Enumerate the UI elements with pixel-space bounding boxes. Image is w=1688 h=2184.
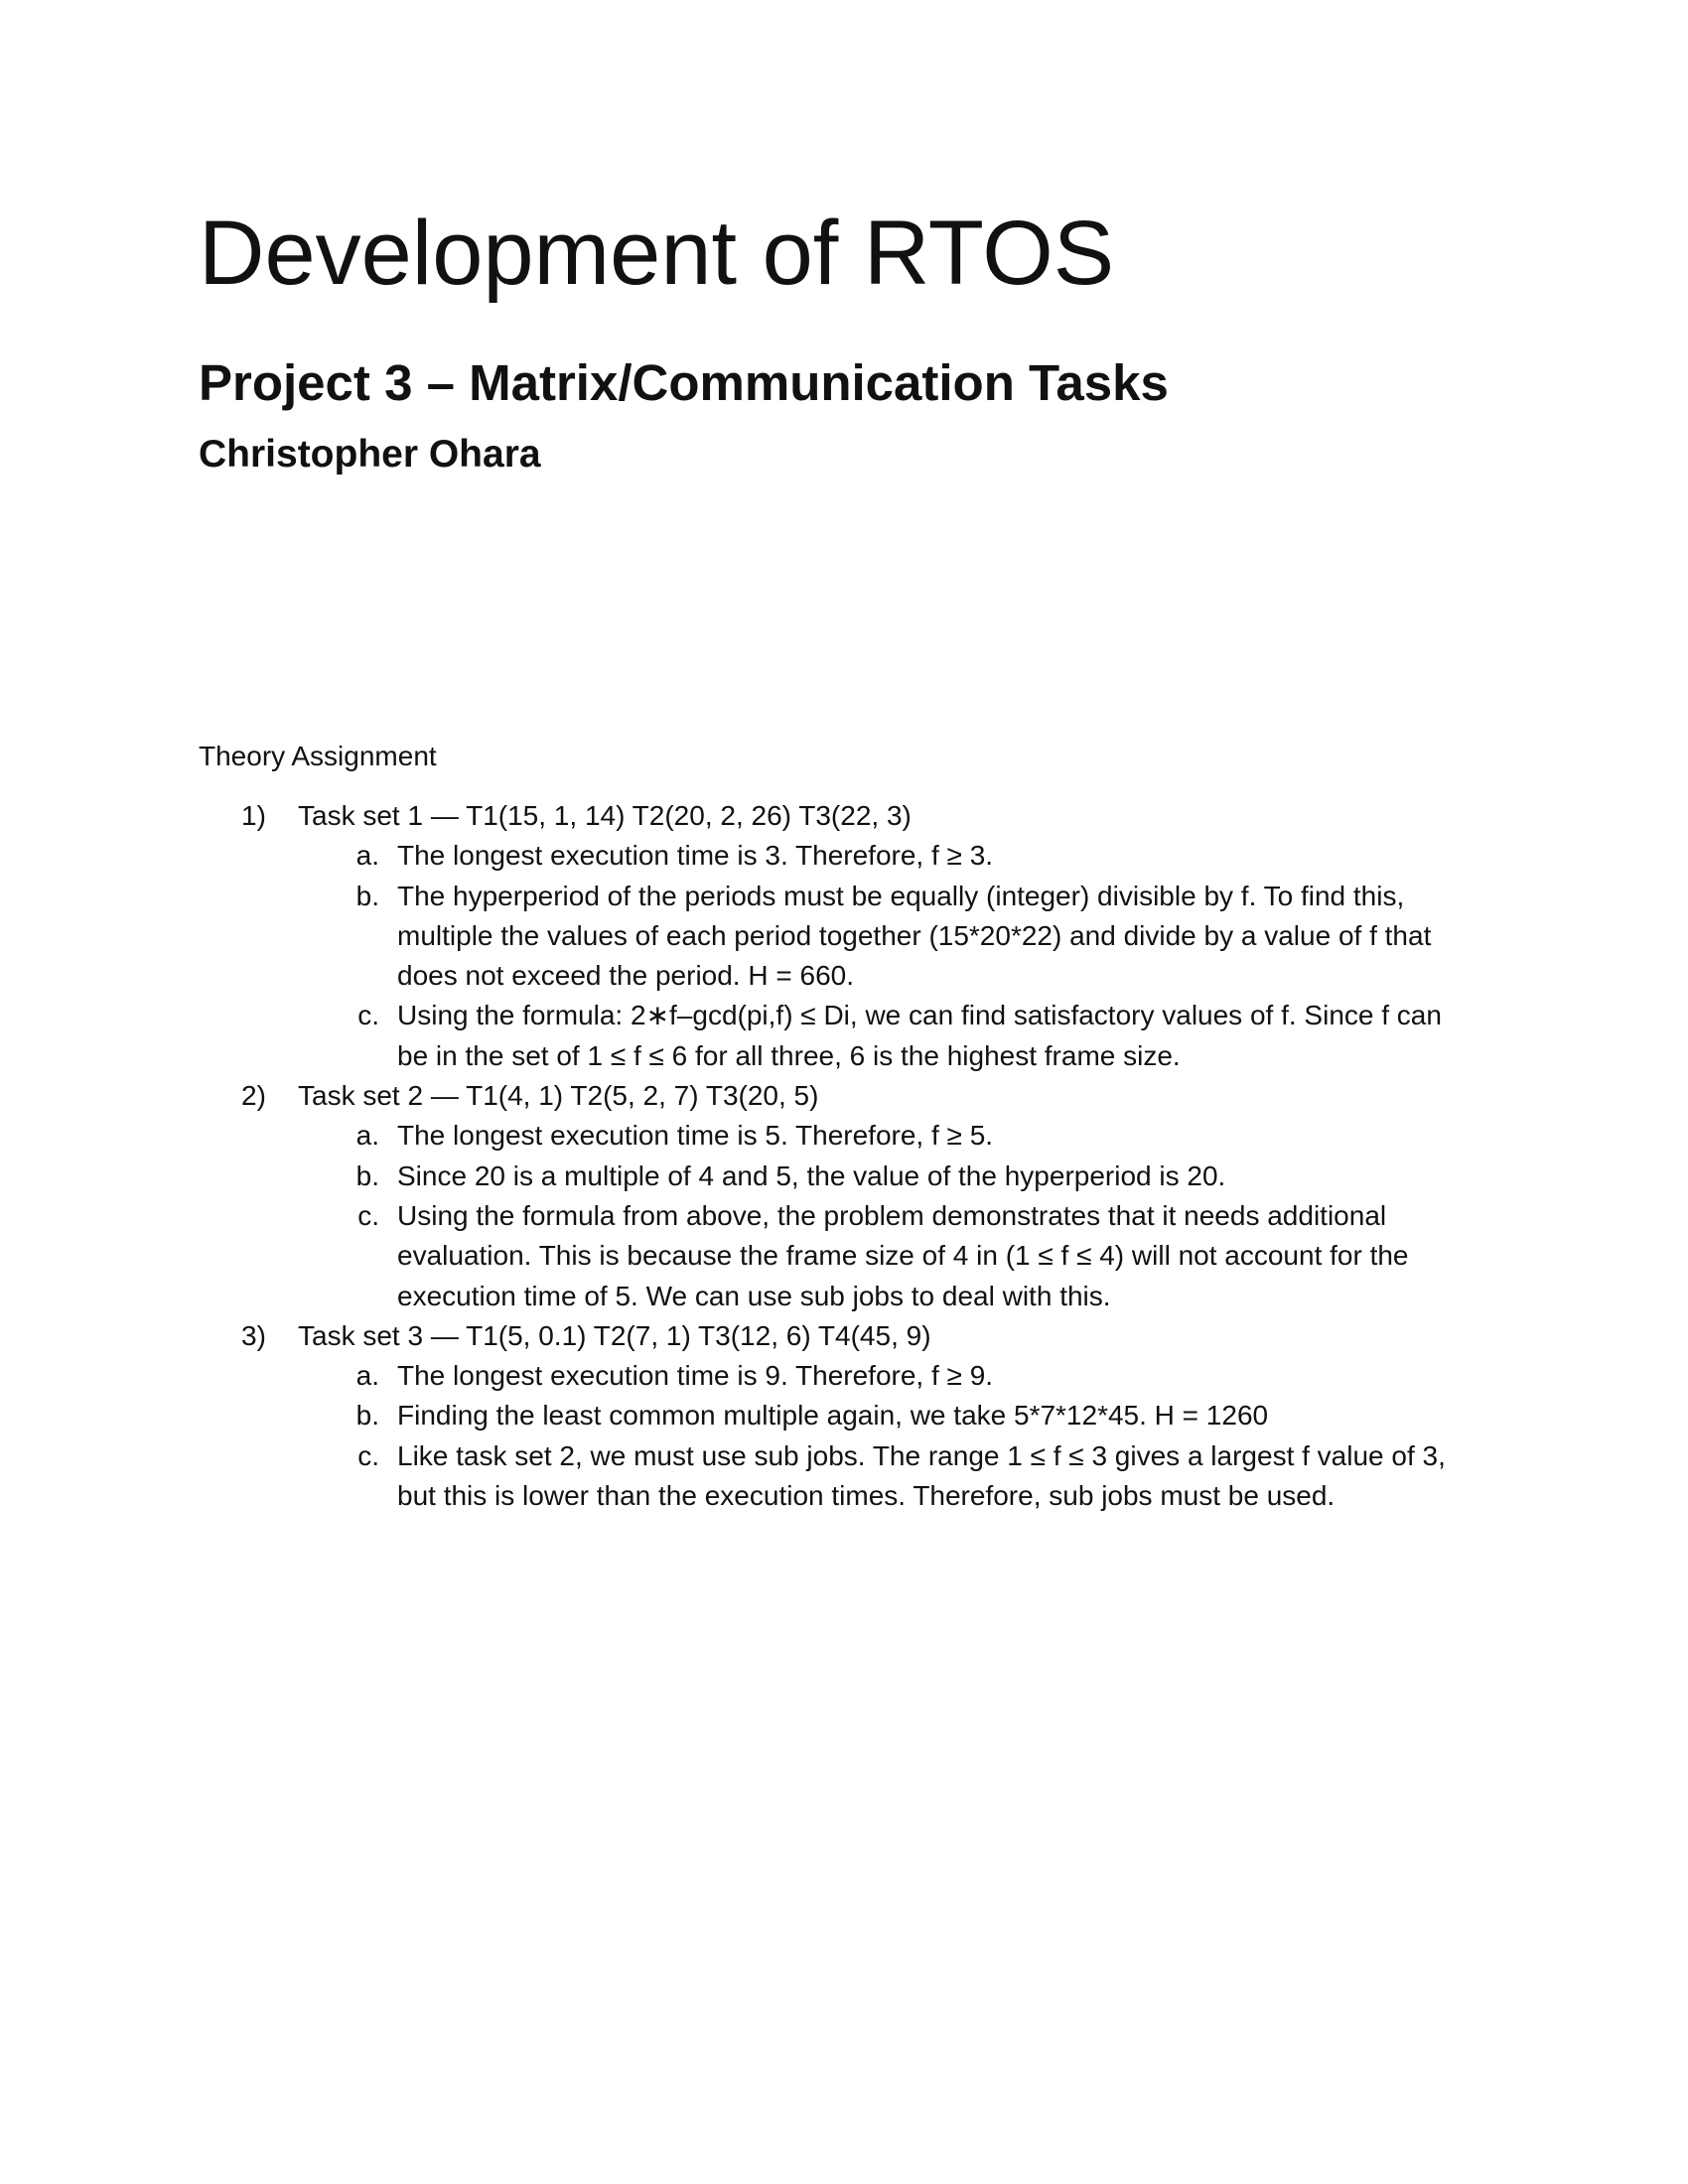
item-text: Since 20 is a multiple of 4 and 5, the value of the hyperperiod is 20. [397,1160,1226,1191]
list-item [199,996,1489,1076]
document-subtitle: Project 3 – Matrix/Communication Tasks [199,354,1169,411]
task-number: 3) [241,1319,266,1351]
item-letter: b. [355,1400,379,1432]
list-item [199,1436,1489,1517]
item-letter: a. [355,1120,379,1152]
task-heading [199,1076,1489,1116]
item-text: Using the formula: 2∗f–gcd(pi,f) ≤ Di, we can find satisfactory values of f. Since f can be in the set of 1 ≤ f ≤ 6 for all three, 6 is the highest frame size. [397,1000,1442,1071]
item-text: Using the formula from above, the problem demonstrates that it needs additional evaluation. This is because the frame size of 4 in (1 ≤ f ≤ 4) will not account for the execution time of 5. We can use sub jobs to deal with this. [397,1199,1409,1311]
task-heading-text: Task set 3 — T1(5, 0.1) T2(7, 1) T3(12, 6) T4(45, 9) [298,1319,931,1351]
task-set-3 [199,1316,1489,1516]
section-label: Theory Assignment [199,741,437,771]
task-heading [199,796,1489,836]
task-heading [199,1316,1489,1356]
item-letter: a. [355,840,379,872]
item-letter: c. [357,1439,379,1471]
item-letter: a. [355,1360,379,1392]
item-letter: c. [357,1199,379,1231]
item-text: The longest execution time is 3. Therefore, f ≥ 3. [397,840,994,872]
item-text: The hyperperiod of the periods must be equally (integer) divisible by f. To find this, multiple the values of each period together (15*20*22) and divide by a value of f that does not exceed the period. H = 660. [397,880,1432,992]
task-heading-text: Task set 1 — T1(15, 1, 14) T2(20, 2, 26) T3(22, 3) [298,800,912,831]
task-set-2 [199,1076,1489,1316]
item-letter: b. [355,880,379,911]
item-text: The longest execution time is 5. Therefore, f ≥ 5. [397,1120,994,1152]
task-set-1 [199,796,1489,1076]
list-item [199,1356,1489,1396]
list-item [199,1157,1489,1196]
task-number: 1) [241,800,266,831]
task-number: 2) [241,1080,266,1112]
list-item [199,1196,1489,1316]
document-title: Development of RTOS [199,203,1115,304]
item-letter: c. [357,1000,379,1031]
item-text: Like task set 2, we must use sub jobs. The range 1 ≤ f ≤ 3 gives a largest f value of 3, but this is lower than the execution times. Therefore, sub jobs must be used. [397,1439,1446,1512]
task-list [199,796,1489,1516]
author-name: Christopher Ohara [199,433,541,476]
list-item [199,1396,1489,1435]
list-item [199,836,1489,876]
item-text: The longest execution time is 9. Therefore, f ≥ 9. [397,1360,994,1392]
item-text: Finding the least common multiple again, we take 5*7*12*45. H = 1260 [397,1400,1269,1432]
task-heading-text: Task set 2 — T1(4, 1) T2(5, 2, 7) T3(20, 5) [298,1080,819,1112]
list-item [199,877,1489,997]
list-item [199,1116,1489,1156]
item-letter: b. [355,1160,379,1191]
